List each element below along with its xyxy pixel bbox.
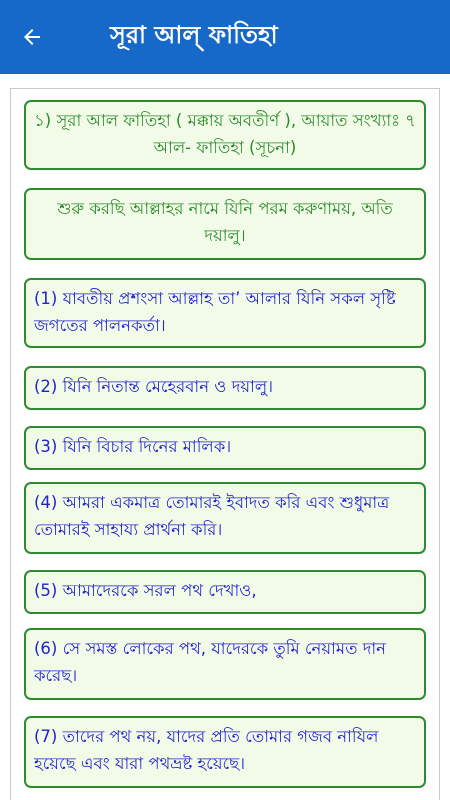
bismillah-text: শুরু করছি আল্লাহর নামে যিনি পরম করুণাময়, অতি দয়ালু। <box>57 199 393 245</box>
verse-text: (1) যাবতীয় প্রশংসা আল্লাহ তা’ আলার যিনি সকল সৃষ্টি জগতের পালনকর্তা। <box>34 289 396 335</box>
app-bar <box>0 0 450 74</box>
verse-card-3[interactable] <box>24 426 426 470</box>
verse-card-1[interactable] <box>24 278 426 348</box>
verse-text: (4) আমরা একমাত্র তোমারই ইবাদত করি এবং শুধুমাত্র তোমারই সাহায্য প্রার্থনা করি। <box>34 493 390 539</box>
content-area[interactable] <box>0 74 450 800</box>
surah-info-card <box>24 100 426 170</box>
verse-text: (5) আমাদেরকে সরল পথ দেখাও, <box>34 581 257 600</box>
bismillah-card <box>24 188 426 260</box>
verse-text: (6) সে সমস্ত লোকের পথ, যাদেরকে তুমি নেয়ামত দান করেছ। <box>34 639 386 685</box>
arrow-back-icon <box>20 25 44 49</box>
verse-card-6[interactable] <box>24 628 426 700</box>
verse-text: (7) তাদের পথ নয়, যাদের প্রতি তোমার গজব নাযিল হয়েছে এবং যারা পথভ্রষ্ট হয়েছে। <box>34 727 379 773</box>
back-button[interactable] <box>2 0 62 74</box>
surah-info-text: ১) সূরা আল ফাতিহা ( মক্কায় অবতীর্ণ ), আয়াত সংখ্যাঃ ৭ আল- ফাতিহা (সূচনা) <box>34 111 416 157</box>
verse-card-4[interactable] <box>24 482 426 554</box>
page-title: সূরা আল্ ফাতিহা <box>110 21 278 49</box>
verse-text: (2) যিনি নিতান্ত মেহেরবান ও দয়ালু। <box>34 377 274 396</box>
verse-card-2[interactable] <box>24 366 426 410</box>
verse-card-7[interactable] <box>24 716 426 788</box>
verse-text: (3) যিনি বিচার দিনের মালিক। <box>34 437 232 456</box>
verse-card-5[interactable] <box>24 570 426 614</box>
